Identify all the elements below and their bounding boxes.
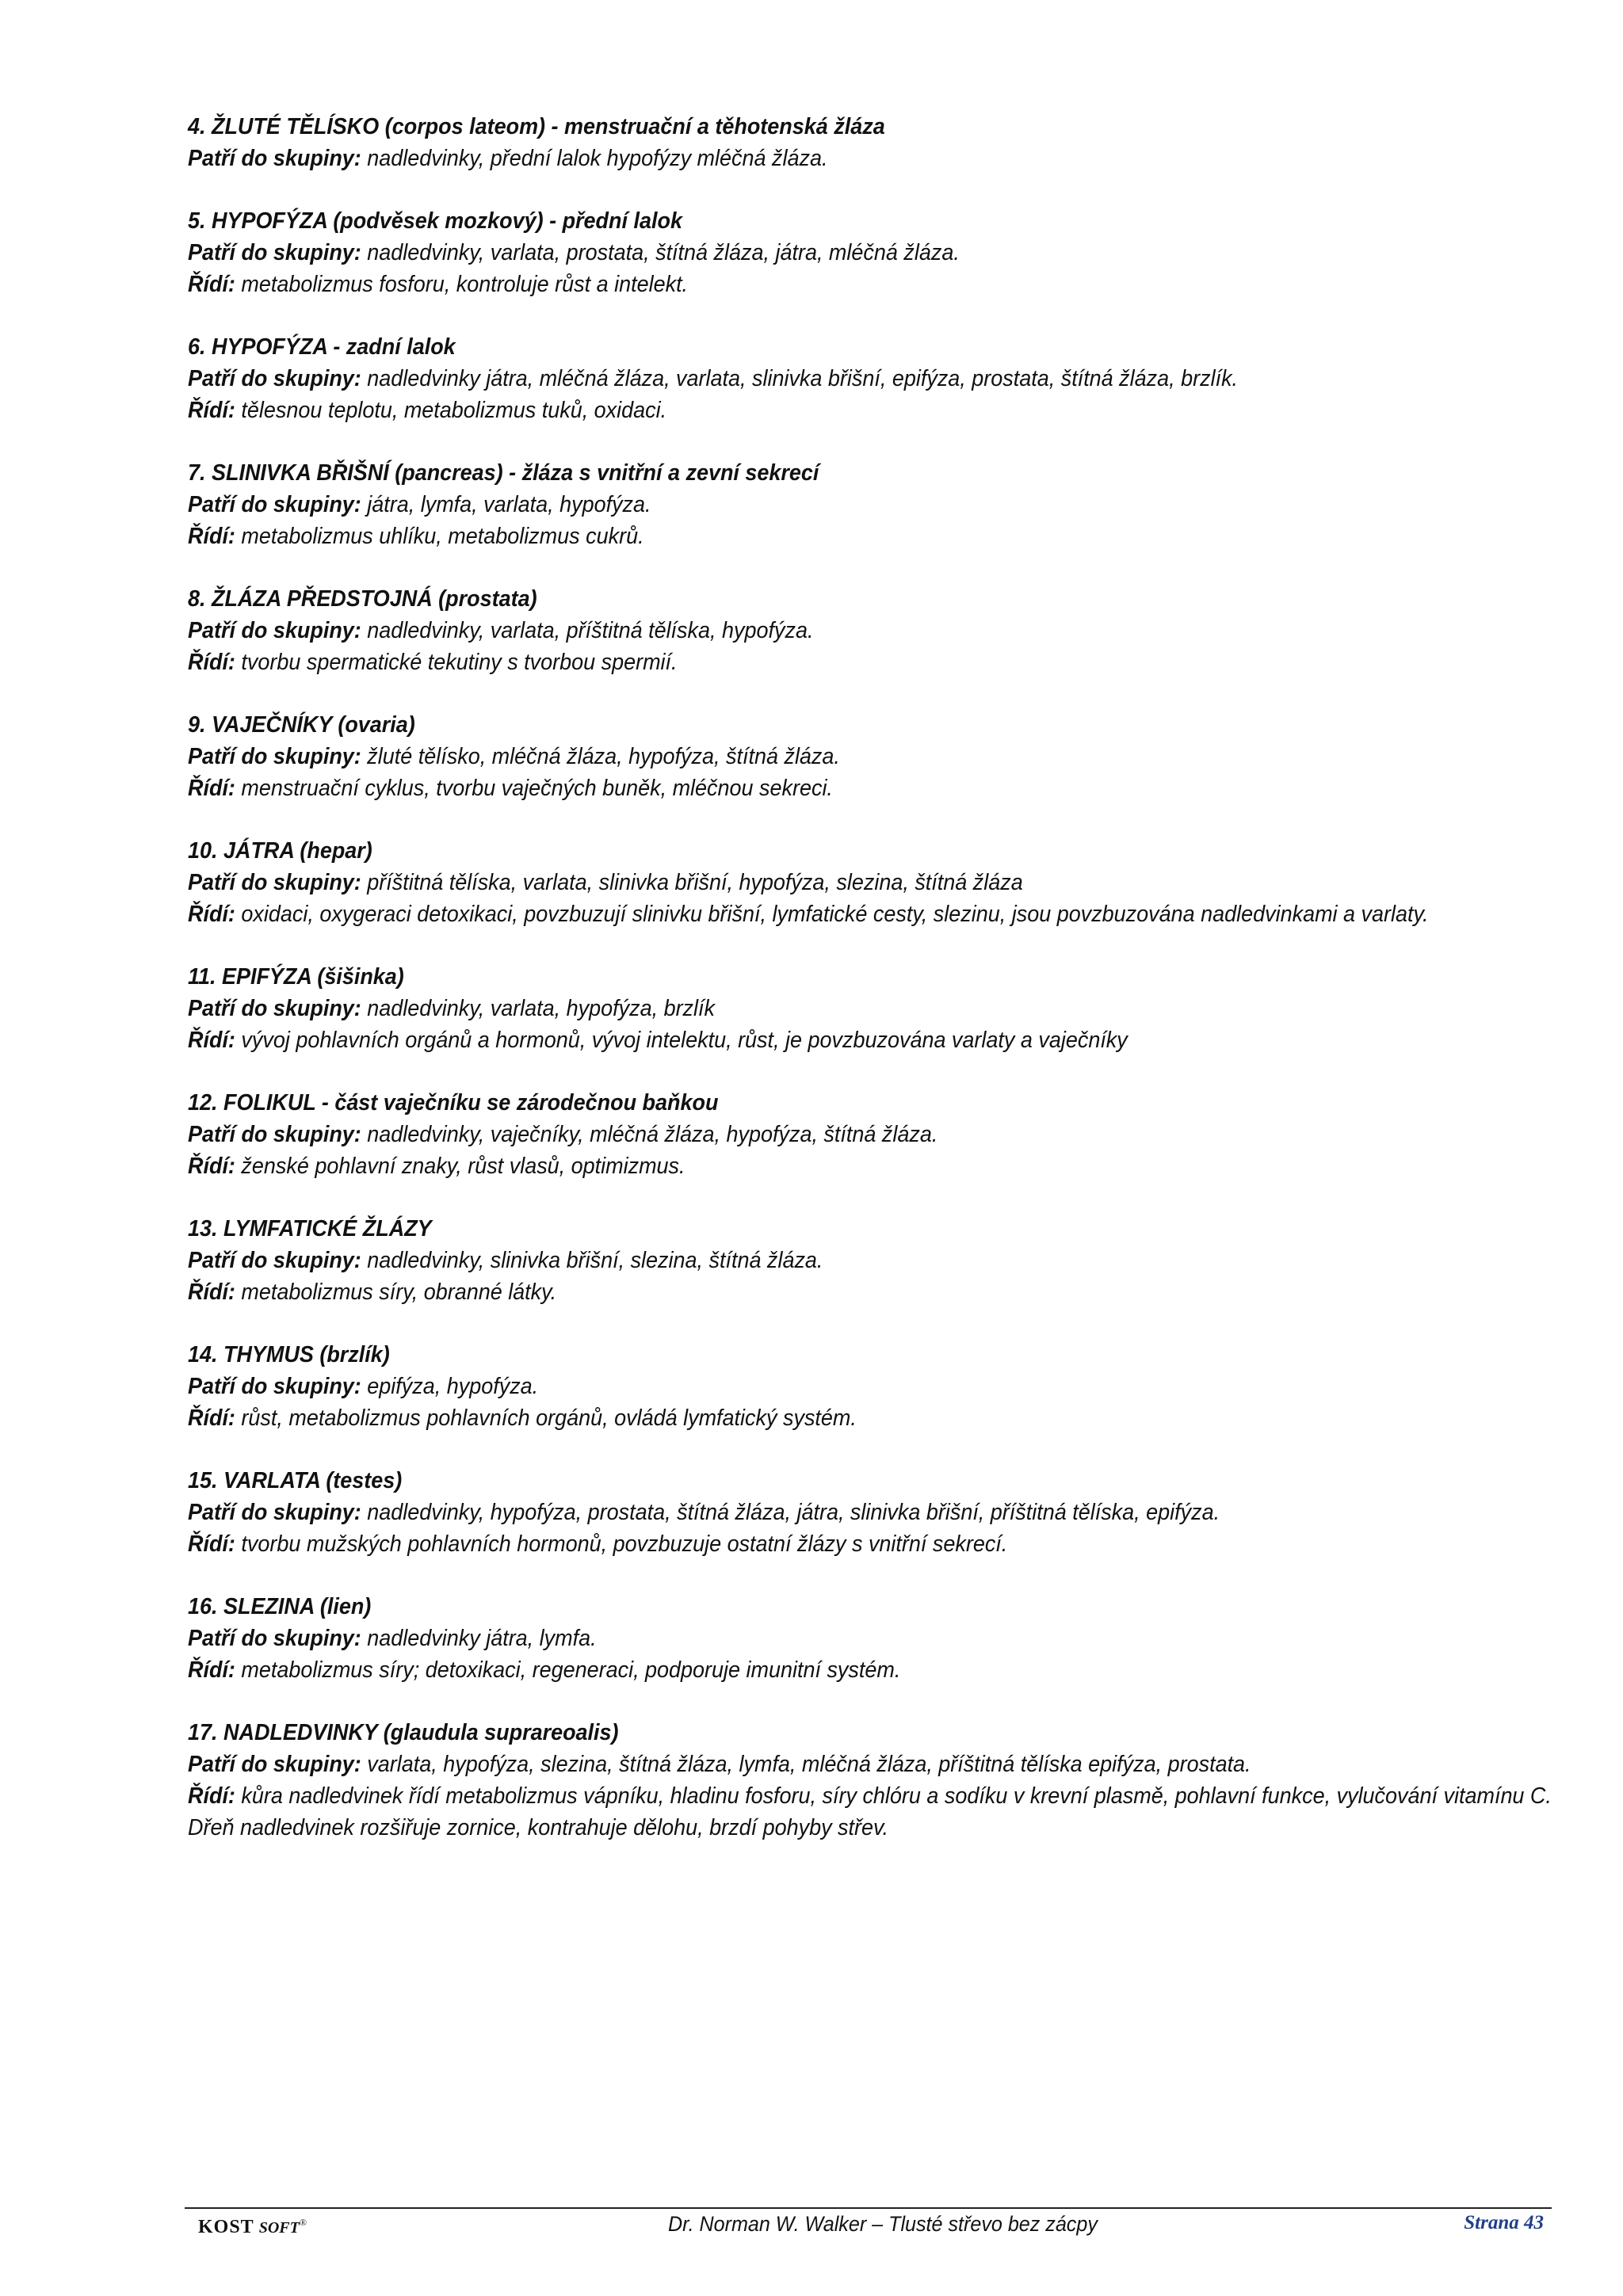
section-vajecniky — [188, 709, 1551, 804]
footer-divider — [185, 2207, 1552, 2209]
controls-label: Řídí: — [188, 650, 235, 675]
section-thymus — [188, 1339, 1551, 1434]
group-text: epifýza, hypofýza. — [361, 1374, 539, 1399]
controls-label: Řídí: — [188, 1154, 235, 1179]
group-text: příštitná tělíska, varlata, slinivka břišní, hypofýza, slezina, štítná žláza — [361, 870, 1023, 895]
group-label: Patří do skupiny: — [188, 1500, 361, 1525]
section-heading: 17. NADLEDVINKY (glaudula suprareoalis) — [188, 1720, 619, 1745]
section-varlata — [188, 1465, 1551, 1560]
section-heading: 4. ŽLUTÉ TĚLÍSKO (corpos lateom) - menstruační a těhotenská žláza — [188, 114, 885, 139]
controls-label: Řídí: — [188, 524, 235, 549]
controls-line — [188, 521, 1456, 552]
kost-soft-logo — [198, 2210, 307, 2240]
controls-line — [188, 395, 1456, 426]
group-label: Patří do skupiny: — [188, 146, 361, 171]
group-text: nadledvinky játra, lymfa. — [361, 1626, 597, 1651]
group-line — [188, 615, 1456, 646]
section-prostata — [188, 583, 1551, 678]
section-zlute-telisko — [188, 111, 1551, 174]
controls-line — [188, 1654, 1456, 1686]
section-jatra — [188, 835, 1551, 930]
group-label: Patří do skupiny: — [188, 492, 361, 517]
controls-line — [188, 1780, 1559, 1844]
group-text: nadledvinky, slinivka břišní, slezina, štítná žláza. — [361, 1248, 823, 1273]
section-nadledvinky — [188, 1717, 1551, 1844]
section-folikul — [188, 1087, 1551, 1182]
group-line — [188, 1119, 1456, 1150]
controls-line — [188, 1276, 1456, 1308]
section-slezina — [188, 1591, 1551, 1686]
controls-label: Řídí: — [188, 1028, 235, 1053]
group-label: Patří do skupiny: — [188, 1374, 361, 1399]
controls-label: Řídí: — [188, 776, 235, 801]
controls-line — [188, 898, 1456, 930]
controls-label: Řídí: — [188, 1783, 235, 1809]
group-line — [188, 363, 1456, 395]
section-heading: 12. FOLIKUL - část vaječníku se zárodečnou baňkou — [188, 1090, 719, 1116]
group-label: Patří do skupiny: — [188, 1248, 361, 1273]
group-text: varlata, hypofýza, slezina, štítná žláza, lymfa, mléčná žláza, příštitná tělíska epifýza, prostata. — [361, 1752, 1251, 1777]
section-heading: 15. VARLATA (testes) — [188, 1468, 403, 1493]
group-text: nadledvinky játra, mléčná žláza, varlata, slinivka břišní, epifýza, prostata, štítná žláza, brzlík. — [361, 366, 1239, 391]
section-heading: 6. HYPOFÝZA - zadní lalok — [188, 334, 456, 360]
group-label: Patří do skupiny: — [188, 1752, 361, 1777]
group-text: nadledvinky, přední lalok hypofýzy mléčná žláza. — [361, 146, 828, 171]
footer-book-title: Dr. Norman W. Walker – Tlusté střevo bez zácpy — [668, 2212, 1098, 2236]
controls-label: Řídí: — [188, 398, 235, 423]
controls-text: metabolizmus síry, obranné látky. — [235, 1280, 557, 1305]
controls-label: Řídí: — [188, 1657, 235, 1683]
group-line — [188, 1623, 1456, 1654]
logo-registered-mark: ® — [299, 2217, 307, 2228]
group-text: nadledvinky, varlata, hypofýza, brzlík — [361, 996, 716, 1021]
section-heading: 8. ŽLÁZA PŘEDSTOJNÁ (prostata) — [188, 586, 537, 612]
group-text: játra, lymfa, varlata, hypofýza. — [361, 492, 651, 517]
controls-line — [188, 772, 1456, 804]
controls-label: Řídí: — [188, 1280, 235, 1305]
section-hypofyza-zadni — [188, 331, 1551, 426]
controls-line — [188, 269, 1456, 300]
group-line — [188, 143, 1456, 174]
controls-text: tvorbu spermatické tekutiny s tvorbou spermií. — [235, 650, 678, 675]
controls-line — [188, 1150, 1456, 1182]
group-label: Patří do skupiny: — [188, 240, 361, 265]
section-hypofyza-predni — [188, 205, 1551, 300]
document-body — [188, 111, 1551, 1875]
section-heading: 7. SLINIVKA BŘIŠNÍ (pancreas) - žláza s vnitřní a zevní sekrecí — [188, 460, 819, 486]
group-line — [188, 867, 1456, 898]
controls-text: metabolizmus uhlíku, metabolizmus cukrů. — [235, 524, 644, 549]
group-line — [188, 489, 1456, 521]
controls-line — [188, 1402, 1456, 1434]
controls-line — [188, 1024, 1456, 1056]
controls-text: metabolizmus fosforu, kontroluje růst a intelekt. — [235, 272, 689, 297]
group-text: nadledvinky, varlata, příštitná tělíska, hypofýza. — [361, 618, 814, 643]
section-heading: 10. JÁTRA (hepar) — [188, 838, 372, 864]
controls-label: Řídí: — [188, 1531, 235, 1557]
controls-line — [188, 646, 1456, 678]
controls-text: menstruační cyklus, tvorbu vaječných buněk, mléčnou sekreci. — [235, 776, 833, 801]
group-label: Patří do skupiny: — [188, 618, 361, 643]
controls-text: růst, metabolizmus pohlavních orgánů, ovládá lymfatický systém. — [235, 1405, 857, 1431]
controls-text: vývoj pohlavních orgánů a hormonů, vývoj intelektu, růst, je povzbuzována varlaty a vaječníky — [235, 1028, 1128, 1053]
section-heading: 16. SLEZINA (lien) — [188, 1594, 372, 1619]
controls-label: Řídí: — [188, 902, 235, 927]
group-line — [188, 237, 1456, 269]
group-text: nadledvinky, vaječníky, mléčná žláza, hypofýza, štítná žláza. — [361, 1122, 938, 1147]
group-label: Patří do skupiny: — [188, 996, 361, 1021]
section-slinivka — [188, 457, 1551, 552]
group-line — [188, 1245, 1456, 1276]
section-heading: 13. LYMFATICKÉ ŽLÁZY — [188, 1216, 432, 1241]
group-label: Patří do skupiny: — [188, 744, 361, 769]
controls-text: tvorbu mužských pohlavních hormonů, povzbuzuje ostatní žlázy s vnitřní sekrecí. — [235, 1531, 1008, 1557]
section-epifyza — [188, 961, 1551, 1056]
controls-line — [188, 1528, 1456, 1560]
controls-text: tělesnou teplotu, metabolizmus tuků, oxidaci. — [235, 398, 667, 423]
group-text: žluté tělísko, mléčná žláza, hypofýza, štítná žláza. — [361, 744, 840, 769]
group-line — [188, 1749, 1456, 1780]
group-label: Patří do skupiny: — [188, 870, 361, 895]
section-heading: 9. VAJEČNÍKY (ovaria) — [188, 712, 415, 738]
section-lymfaticke-zlazy — [188, 1213, 1551, 1308]
controls-text: ženské pohlavní znaky, růst vlasů, optimizmus. — [235, 1154, 685, 1179]
group-line — [188, 1497, 1456, 1528]
controls-label: Řídí: — [188, 1405, 235, 1431]
section-heading: 5. HYPOFÝZA (podvěsek mozkový) - přední lalok — [188, 208, 682, 234]
group-label: Patří do skupiny: — [188, 1626, 361, 1651]
group-line — [188, 1371, 1456, 1402]
logo-soft-text: SOFT — [258, 2219, 300, 2237]
page-number: Strana 43 — [1464, 2212, 1544, 2233]
section-heading: 11. EPIFÝZA (šišinka) — [188, 964, 404, 990]
controls-text: metabolizmus síry; detoxikaci, regeneraci, podporuje imunitní systém. — [235, 1657, 901, 1683]
group-label: Patří do skupiny: — [188, 1122, 361, 1147]
controls-label: Řídí: — [188, 272, 235, 297]
section-heading: 14. THYMUS (brzlík) — [188, 1342, 390, 1367]
group-line — [188, 993, 1456, 1024]
controls-text: kůra nadledvinek řídí metabolizmus vápníku, hladinu fosforu, síry chlóru a sodíku v krevní plasmě, pohlavní funkce, vylučování vitamínu C. Dřeň nadledvinek rozšiřuje zornice, kontrahuje dělohu, brzdí pohyby střev. — [188, 1783, 1552, 1840]
group-text: nadledvinky, varlata, prostata, štítná žláza, játra, mléčná žláza. — [361, 240, 960, 265]
logo-kost-text: KOST — [198, 2217, 254, 2237]
controls-text: oxidaci, oxygeraci detoxikaci, povzbuzují slinivku břišní, lymfatické cesty, slezinu, jsou povzbuzována nadledvinkami a varlaty. — [235, 902, 1429, 927]
group-label: Patří do skupiny: — [188, 366, 361, 391]
group-line — [188, 741, 1456, 772]
group-text: nadledvinky, hypofýza, prostata, štítná žláza, játra, slinivka břišní, příštitná tělíska, epifýza. — [361, 1500, 1220, 1525]
